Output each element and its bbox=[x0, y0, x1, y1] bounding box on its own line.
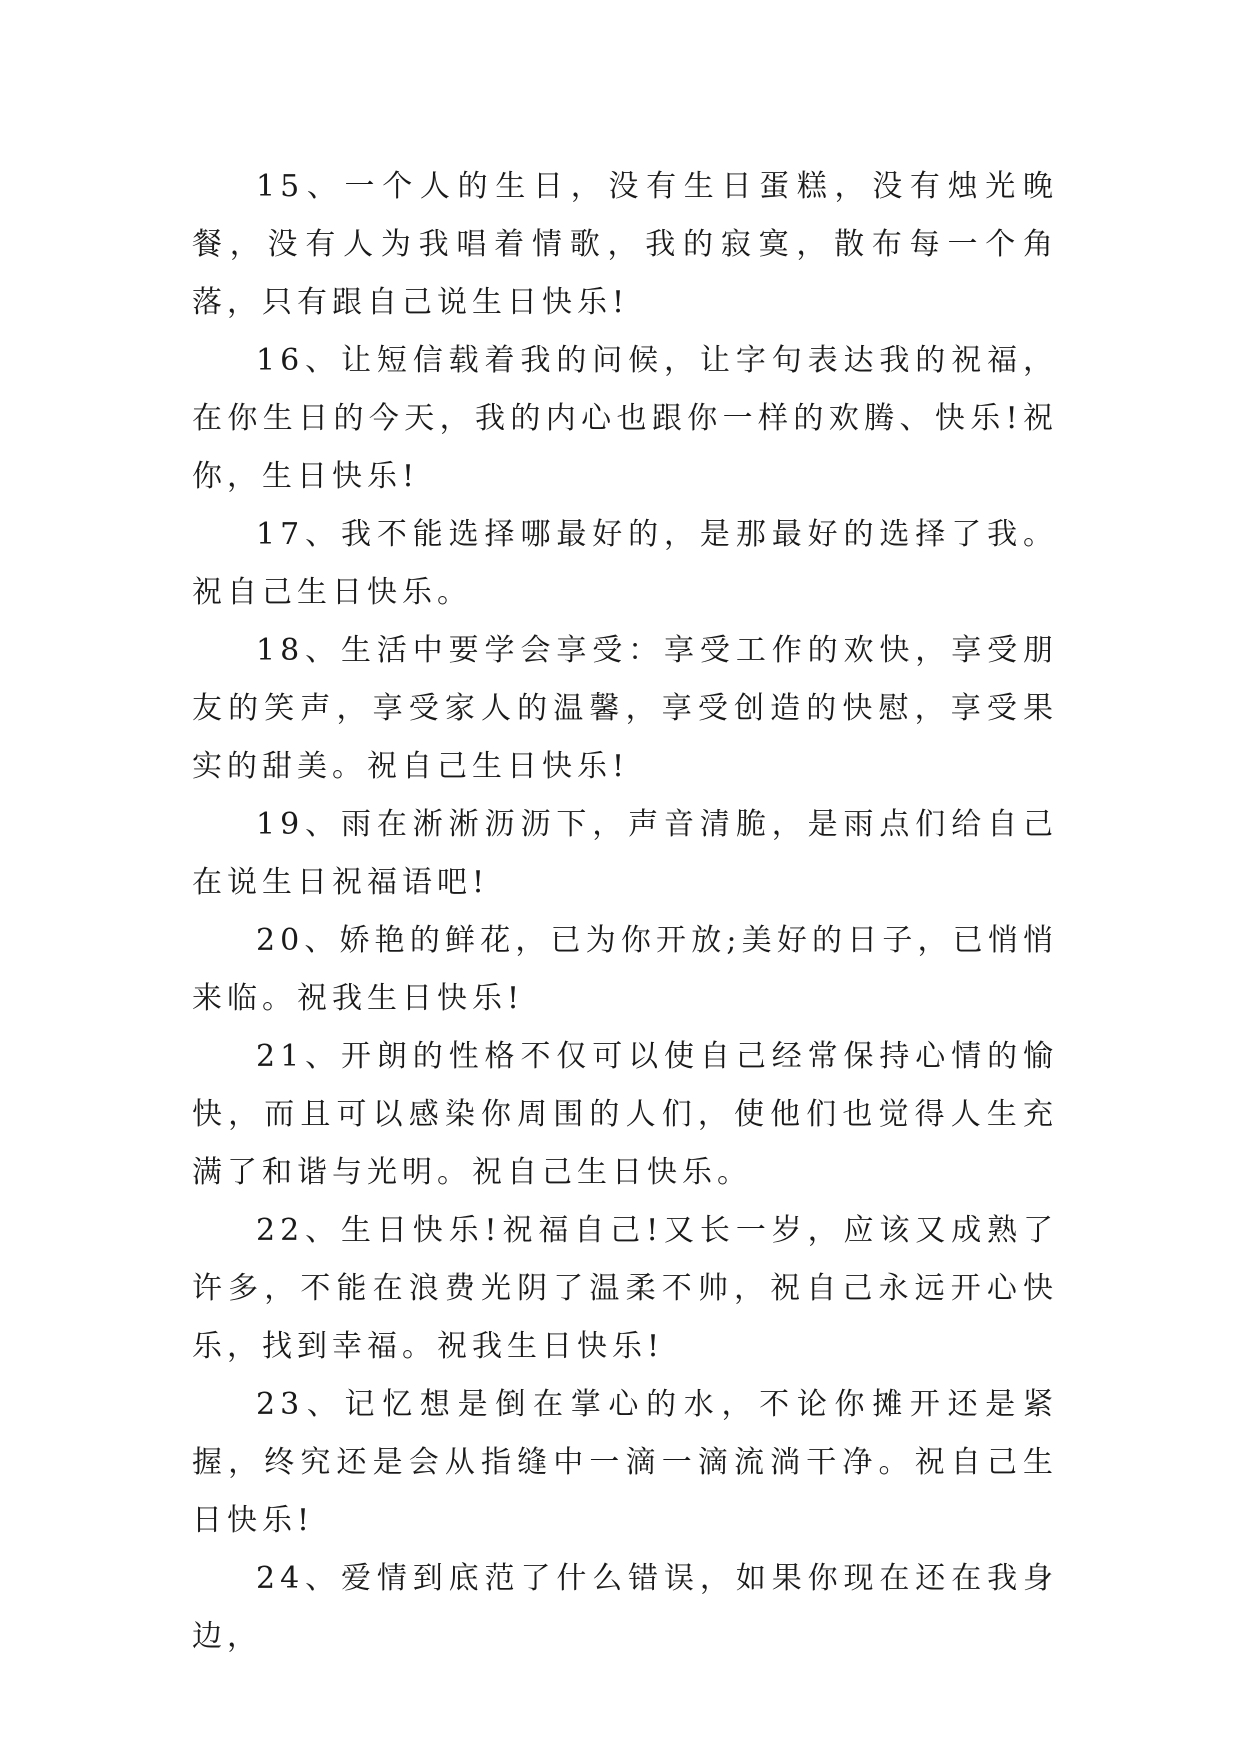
paragraph-23: 23、记忆想是倒在掌心的水，不论你摊开还是紧握，终究还是会从指缝中一滴一滴流淌干净。祝自己生日快乐! bbox=[192, 1387, 1058, 1538]
paragraph-24: 24、爱情到底范了什么错误，如果你现在还在我身边， bbox=[192, 1561, 1058, 1654]
document-body bbox=[192, 158, 1058, 1666]
paragraph-22: 22、生日快乐!祝福自己!又长一岁，应该又成熟了许多，不能在浪费光阴了温柔不帅，祝自己永远开心快乐，找到幸福。祝我生日快乐! bbox=[192, 1213, 1058, 1364]
paragraph-17: 17、我不能选择哪最好的，是那最好的选择了我。祝自己生日快乐。 bbox=[192, 517, 1058, 610]
paragraph-15: 15、一个人的生日，没有生日蛋糕，没有烛光晚餐，没有人为我唱着情歌，我的寂寞，散布每一个角落，只有跟自己说生日快乐! bbox=[192, 169, 1058, 320]
paragraph-19: 19、雨在淅淅沥沥下，声音清脆，是雨点们给自己在说生日祝福语吧! bbox=[192, 807, 1058, 900]
paragraph-18: 18、生活中要学会享受：享受工作的欢快，享受朋友的笑声，享受家人的温馨，享受创造的快慰，享受果实的甜美。祝自己生日快乐! bbox=[192, 633, 1058, 784]
paragraph-20: 20、娇艳的鲜花，已为你开放;美好的日子，已悄悄来临。祝我生日快乐! bbox=[192, 923, 1058, 1016]
paragraph-16: 16、让短信载着我的问候，让字句表达我的祝福，在你生日的今天，我的内心也跟你一样的欢腾、快乐!祝你，生日快乐! bbox=[192, 343, 1058, 494]
paragraph-21: 21、开朗的性格不仅可以使自己经常保持心情的愉快，而且可以感染你周围的人们，使他们也觉得人生充满了和谐与光明。祝自己生日快乐。 bbox=[192, 1039, 1058, 1190]
